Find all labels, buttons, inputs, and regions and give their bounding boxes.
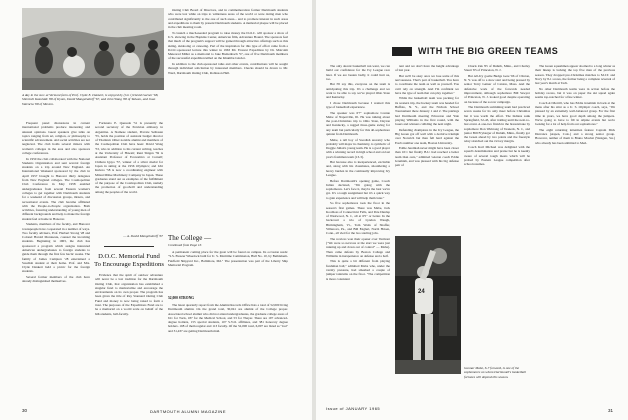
paragraph: Outing Club Board of Directors, and in commemoration former Dartmouth students who were lost while on trips to wilderness areas of the world or were daring men who contributed significantly to the one of such areas... and to promote interest in such areas and expeditions to them by present Dartmouth students. A memorial plaque will be placed in the club meeting room.	[168, 8, 288, 30]
paragraph: The novices won their opener over Vermont ("We were so nervous at the start we were just running up and down out of control" — Mabe). Then came defeats by Boston College and Williams in inexperience on defense and a half.	[326, 236, 390, 258]
paragraph: But I'll say this, everyone on the team is anticipating this trip. It's a challenge and we want to be able to say we've played Ohio State and Kentucky.	[326, 82, 390, 100]
doc-headline-line-2: To Encourage Expeditions	[94, 261, 164, 268]
paragraph: No other Dartmouth teams were in action before the holiday recess, but it was on paper the ski squad again seems top-notched for a fine winter.	[535, 86, 615, 100]
left-column-2b	[95, 273, 163, 406]
issue-line: Issue of JANUARY 1965	[326, 406, 381, 411]
basketball-photo-image	[395, 236, 461, 374]
right-page	[316, 0, 628, 420]
divider	[104, 246, 154, 247]
paragraph: Coach Al Merrill, who has Eddie Jeremiah in back at the mens after his stint as a U. S. Olympic coach, says, "I'm pleased by an extremely well-balanced group. For the first time in years, we have good depth among the jumpers. We're going to have to fill in Alpine events but we're looking for a lot of help from our sophomores."	[535, 100, 615, 127]
article-byline: — A. David Mangelsdorff '67	[123, 234, 163, 238]
paragraph: The Dartmouth swimming team had practiced seven weeks for its only meet before Christmas but it was worth the effort. The Indians sank Springfield, 52-43, after trailing until the next-to-last event. A one-two finish in the breaststroke by sophomore Don Wuhrong of Teaneck, N. J., and junior Bill Frybarger of Duluth, Minn., finally got the Green ahead by two points and the freestyle relay stretched out the victory margin.	[464, 105, 530, 144]
page-number-left: 30	[22, 408, 28, 413]
paragraph: The Green squashmen appear doomed to a long winter as their lineup is lacking the top five men of the previous season. They dropped pre-Christmas matches to M.I.T. and Navy by 8-1 scores, the former being a complete reversal of last year's match at Tech.	[535, 64, 615, 86]
doc-headline-line-1: D.O.C. Memorial Fund	[98, 253, 160, 260]
left-column-2	[95, 121, 163, 231]
paragraph: In addition to the club-sponsored talks and other events, contributions will be sought through individual solicitation by interested members. Checks should be drawn to Mr. Ward, Dartmouth Outing Club, Robinson Hall.	[168, 61, 288, 75]
paragraph: But we'll be okay once we lose some of this nervousness. That's part of basketball. You have to coordinate the team as well as yourself. You can't rely on strength. And I'm confident we have the type of team that can play together."	[395, 73, 459, 95]
paragraph: Coach Karl Michael was delighted with the squad's determination and praise but he is keenly aware of several tough meets which will be probed by Eastern League competition after school resumes.	[464, 144, 530, 167]
paragraph: The only decent basketball run went, we can build our confidence for the Ivy League race later. If we are beaten badly, it could hurt us, too.	[326, 64, 390, 81]
group-photo-image	[22, 8, 164, 90]
paragraph: Defending champions in the Ivy League, the Big Green got off well with a decisive triumph over Norwich but then fell hard against the East's number one team, Boston University.	[395, 127, 459, 145]
right-column-3	[464, 64, 530, 360]
paragraph: The speaker was 6'7" sophomore Connie Mabe of Naperville, Ill. He was talking about the post-Christmas trip to Ohio State, Dayton and Kentucky, a rugged three-game swing for any team but particularly for this all-sophomore quintet from Dartmouth.	[326, 110, 390, 137]
right-column-2	[395, 64, 459, 232]
section-banner-bar	[392, 47, 412, 56]
paragraph: I chose Dartmouth because I wanted this type of basketball experience.	[326, 100, 390, 110]
basketball-caption: Gunnar Mabe, 6-7 forward, is one of the sophomores on whom Dartmouth's basketball fortunes will depend this season.	[464, 366, 527, 379]
paragraph: The eight returning lettermen feature Captain Dick Durrance (Aspen, Colo.) and a strong senior group. However, neither of them is Bruno Mosbat (Wengen, Sw.) who already has been admitted to Med-	[535, 127, 615, 145]
group-photo	[22, 8, 164, 90]
paragraph: Several former members of the club have already distinguished themselves.	[22, 274, 90, 284]
basketball-photo	[395, 236, 461, 374]
left-column-1	[22, 121, 90, 406]
running-head-left: DARTMOUTH ALUMNI MAGAZINE	[150, 409, 226, 414]
right-column-1	[326, 64, 390, 402]
paragraph: Eddie Jeremiah never might have been closer than 10:1 but finally B.U. had reached a better team than ours," admitted veteran coach Eddie Jeremiah, and was pleased with his big defense pair of	[395, 146, 459, 168]
left-page	[0, 0, 312, 420]
college-headline: The College —	[168, 234, 212, 242]
paragraph: Before Dartmouth's opening game, Coach Julian declared, "I'm going with the sophomores. Let's face it, they're the best we've got. It's a tough assignment but it's a quick way to gain experience and will help them later."	[326, 178, 390, 200]
paragraph: The latest quarterly report from the Alumni Records Office lists a total of 52,000 living Dartmouth alumni. On the grand total, 30,041 are alumni of the College proper. Associated school alumni who did not attend undergraduates, the graduate college areas of 611 for Tuck, 187 for the Medical School, and 53 for Thayer. There are 197 advanced-degree holders, 155 special students, 107 S.V.O. affiliates, and 381 honorary degree holders. 168 of them regular and 113 faculty. Of the 52,000 total, 6,007 are listed as "lost" and 31,437 are getting Dartmouth mail.	[168, 303, 288, 333]
paragraph: This is quite a bit different from playing freshman ball," admitted Mabe who, under the varsity pressure, had smashed a couple of jumper tantrums on the floor. "The competition is more consistent	[326, 259, 390, 281]
continued-note: Continued from Page 16	[168, 243, 202, 247]
subhead-52000: 52,000 STRONG	[168, 296, 194, 300]
paragraph: In 1950 the club collaborated with the National Students Organization and sent several foreign students on a trip around New England. An International Weekend sponsored by the club in April 1957 brought to Hanover thirty delegates from New England colleges. The Cosmopolitan Club Conference in May 1958 enabled undergraduates from several Eastern women's colleges to get together with Dartmouth students for a weekend of discussion groups, mixers, and recreational events. The club became affiliated with the People-to-People organization. Both activities, fostering understanding of young men of different backgrounds and help to make the foreign student feel at home in Hanover.	[22, 156, 90, 221]
jersey-number: 24	[418, 289, 425, 295]
paragraph: Chuck Zak '65 of Duluth, Minn., and Charley Stuart '65 of Princeton, N. J.	[464, 64, 530, 73]
photo-caption: A day in the sun: at Vermont farm of Prof. Clyde E. Dankert, is enjoyed by (l to r) David Garner '68, Shiroishi Kazuhide '68 of Kyoto, David Mangelsdorff '67, and John Wang '68 of Taiwan, and Juan Valencia '68 of Mexico.	[22, 93, 159, 106]
paragraph: Evidence that the spirit of outdoor adventure will never be a lost tradition for the Dartmouth Outing Club, that organization has established a singular fund to memorialize and encourage the environments on its own proper. The program has been given the title of Ray Stannard Outing Club Fund and money is now being raised to form a trust. The purposes of the Expeditions Fund are to be a memorial on a world scale on behalf of the hill-students, ball-faculty.	[95, 273, 163, 316]
paragraph: tent and we don't have the height advantage of last year.	[395, 64, 459, 73]
paragraph: Mabe, a tall boy of Swedish ancestry who probably will major in chemistry, is symbolic of Doggie Julian's young team. He is a good player with a winning record in high school and on last year's freshman team (13-3).	[326, 137, 390, 159]
paragraph: While the basketball team was packing for its western trip, the hockey team was headed for Buffalo, N. Y., and the Nichols School Tournament there January 1 and 2. The pairings had Dartmouth meeting Princeton and Yale playing Williams in the first round, with the losers and winners colliding the next night.	[395, 96, 459, 127]
paragraph: Fortunato E. Quesada '51 is presently the second secretary of the Peruvian embassy in Argentina. A Siamese student, Pravate Sethasan '55, holds the position of assistant budget director of Thailand. Other notable alumni and members of the Cosmopolitan Club have been: David Wang '53, who in addition to his current writing, teaches at the University of Hawaii; Reni Shigen '59 is Assistant Professor of Economics at Cornell; Chiharu Igaya '57, winner of a silver medal for Japan in skiing at the 1956 Olympics; and Ichi Kuboto '58 is now a coordinating engineer with Mitsui Miike Machinery Company in Japan. These graduates stand out as examples of the fulfillment of the purpose of the Cosmopolitan Club, namely the promotion of goodwill and understanding among the peoples of the world.	[95, 121, 163, 194]
paragraph: A permanent coming place for the great will be found on campus. Its occasion reads: "S.S. Eleazer Wheelock built for U. S. Maritime Commission, Hull No. 10, by Bethlehem-Fairfield Shipyard Inc., Baltimore, Md." The presentation was part of the Liberty Ship Memorial Program.	[168, 250, 288, 267]
right-column-4	[535, 64, 615, 402]
section-title: WITH THE BIG GREEN TEAMS	[418, 46, 559, 56]
paragraph: So five sophomores took the floor in the season's first games. There was Mabe, Jack Koolhoss of Connecticut Falls, and Pete Dunlap of Westwood, N. J., all at 6'5" or better. In the backcourt a trio of Lyndon Waugh, Birmingham, Vt., Tom Watts of Shaffer, Villanova, Pa., and Bill Englert, North Haven, Conn., all vied for the two starting jobs.	[326, 201, 390, 236]
page-number-right: 31	[608, 408, 614, 413]
left-column-3	[168, 8, 288, 233]
left-column-3b	[168, 250, 288, 290]
paragraph: Frequent panel discussions in current international problems produce interesting and unusual opinions. Guest speakers give talks on topics ranging from art, religion, or philosophy to scientific advancement. Aid social activities are not neglected. The club holds several mixers with women's colleges in the area and also sponsors college conferences.	[22, 121, 90, 156]
paragraph: Students, members of the faculty, and Hanover townspeople have cooperated in a number of ways. Two faculty advisers, Prof. Herbert Strong '28 and Colonel Harold Monteeste, counsel the incoming students. Beginning in 1963, the club has sponsored a program which assigns interested American undergraduates to foreign students to guide them through the first few hectic weeks. The family of James Campion '28 entertained a Swedish student at their home. Prof. and Mrs. Clyde Dankert held a picnic for the foreign students.	[22, 222, 90, 274]
paragraph: But because also is inexperienced, excitable and, along with his classmates, shouldering a heavy burden in the continually improving Ivy League.	[326, 160, 390, 178]
paragraph: To launch a much-needed program to raise money the D.O.C. will sponsor a show of U.S. showing in the Hopkins Center, American film, Adventure Bound. The sponsors feel that much of the program's support will be gained through attractive offerings such as this skiing, skidooing or canoeing. Part of the inspiration for this type of effort came from a D.O.C.sponsored lecture this winter in 1963 Mt. Everest Expedition by Dr. Malcolm Meteorad Miller as a memorial to Jake Breitenbach '57, one of five Dartmouth members of the successful expedition killed on the Khumbu Glacier.	[168, 30, 288, 61]
left-column-3c	[168, 303, 288, 403]
paragraph: But All-Ivy goalie Budge Gere '66 of Clinton, N. Y. was off to a slow start and being pressed by senior Terry Gainer of Canton, Mass. And the defensive work of the forwards needed improvement, although sophomore Bill Sawyer of Princeton, N. J. looked good despite operating on because of the soccer campaign.	[464, 73, 530, 104]
